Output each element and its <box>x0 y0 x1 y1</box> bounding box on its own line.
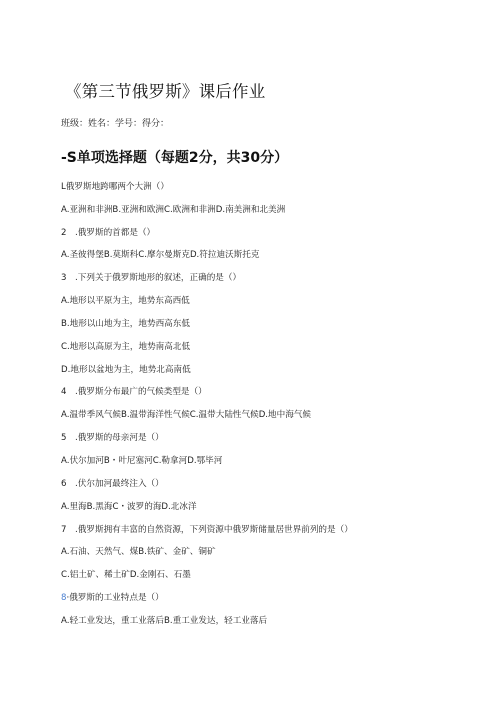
question-7-options-cd: C.铝土矿、稀土矿D.金刚石、石墨 <box>61 570 191 580</box>
question-6: 6 .伏尔加河最终注入（） <box>61 479 164 489</box>
question-3: 3 .下列关于俄罗斯地形的叙述，正确的是（） <box>61 273 242 283</box>
question-2-options: A.圣彼得堡B.莫斯科C.摩尔曼斯克D.符拉迪沃斯托克 <box>61 250 260 260</box>
question-7: 7 .俄罗斯拥有丰富的自然资源，下列资源中俄罗斯储量居世界前列的是（） <box>61 525 353 535</box>
section-heading: -S单项选择题（每题2分，共30分） <box>61 150 289 166</box>
question-5: 5 .俄罗斯的母亲河是（） <box>61 433 164 443</box>
question-3-option-a: A.地形以平原为主，地势东高西低 <box>61 296 190 306</box>
question-8-options: A.轻工业发达，重工业落后B.重工业发达，轻工业落后 <box>61 616 268 626</box>
question-8-text: ·俄罗斯的工业特点是（） <box>66 593 164 603</box>
question-4-options: A.温带季风气候B.温带海洋性气候C.温带大陆性气候D.地中海气候 <box>61 410 312 420</box>
question-1-options: A.亚洲和非洲B.亚洲和欧洲C.欧洲和非洲D.南美洲和北美洲 <box>61 205 286 215</box>
question-2: 2 .俄罗斯的首都是（） <box>61 228 156 238</box>
question-1: L俄罗斯地跨哪两个大洲（） <box>61 182 169 192</box>
question-8 <box>61 591 164 603</box>
question-7-options-ab: A.石油、天然气、煤B.铁矿、金矿、铜矿 <box>61 547 216 557</box>
question-5-options: A.伏尔加河B・叶尼塞河C.勒拿河D.鄂毕河 <box>61 456 223 466</box>
student-info-line: 班级：姓名：学号：得分： <box>61 119 170 129</box>
document-title: 《第三节俄罗斯》课后作业 <box>65 82 266 101</box>
question-8-number: 8 <box>61 593 67 603</box>
question-3-option-c: C.地形以高原为主，地势南高北低 <box>61 342 191 352</box>
question-3-option-d: D.地形以盆地为主，地势北高南低 <box>61 365 191 375</box>
question-4: 4 .俄罗斯分布最广的气候类型是（） <box>61 387 207 397</box>
question-3-option-b: B.地形以山地为主，地势西高东低 <box>61 319 190 329</box>
question-6-options: A.里海B.黑海C・波罗的海D.北冰洋 <box>61 502 197 512</box>
